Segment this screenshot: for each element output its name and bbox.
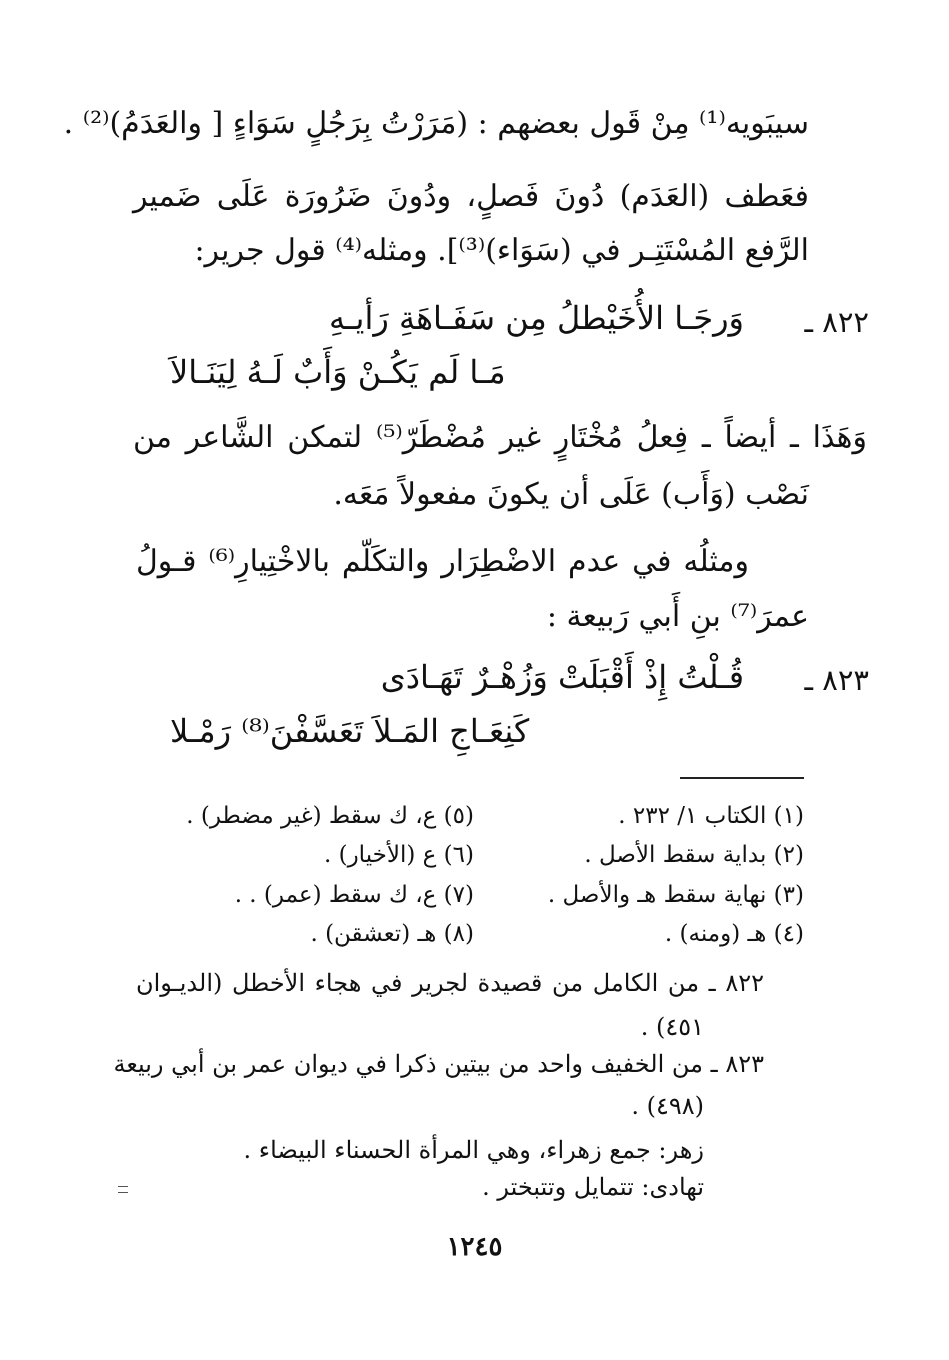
verse-hemistich: مَـا لَم يَكُـنْ وَأَبٌ لَـهُ لِيَنَـالاَ (170, 353, 506, 391)
body-line-6: ومثلُه في عدم الاضْطِرَار والتكَلّم بالاخْتِيارِ⁽⁶⁾ قـولُ (136, 544, 749, 579)
footnote: (٤) هـ (ومنه) . (664, 921, 804, 947)
commentary-822-continued: ٤٥١) . (640, 1013, 704, 1041)
verse-hemistich: قُـلْتُ إِذْ أَقْبَلَتْ وَزُهْـرٌ تَهَـادَى (380, 658, 744, 696)
gloss-tahada: تهادى: تتمايل وتتبختر . (482, 1173, 704, 1201)
footnote-separator (680, 777, 804, 779)
margin-mark (118, 1186, 128, 1193)
gloss-zahr: زهر: جمع زهراء، وهي المرأة الحسناء البيضاء . (243, 1136, 704, 1164)
body-line-2: فعَطف (العَدَم) دُونَ فَصلٍ، ودُونَ ضَرُورَة عَلَى ضَمير (133, 179, 809, 214)
commentary-823-continued: (٤٩٨) . (631, 1092, 704, 1120)
footnote: (٧) ع، ك سقط (عمر) . . (234, 882, 474, 908)
footnote: (٥) ع، ك سقط (غير مضطر) . (186, 803, 474, 829)
verse-hemistich: كَنِعَـاجِ المَـلاَ تَعَسَّفْنَ⁽⁸⁾ رَمْـلا (170, 712, 530, 750)
footnote: (٣) نهاية سقط هـ والأصل . (547, 882, 804, 908)
page-number: ١٢٤٥ (446, 1232, 503, 1262)
commentary-822: ٨٢٢ ـ من الكامل من قصيدة لجرير في هجاء الأخطل (الديـوان (136, 969, 765, 997)
footnote: (٢) بداية سقط الأصل . (584, 842, 804, 868)
footnote: (٦) ع (الأخيار) . (323, 842, 474, 868)
body-line-4: وَهَذَا ـ أيضاً ـ فِعلُ مُخْتَارٍ غير مُضْطَرّ⁽⁵⁾ لتمكن الشَّاعر من (133, 420, 867, 455)
body-line-1: سيبَويه⁽¹⁾ مِنْ قَول بعضهم : (مَرَرْتُ بِرَجُلٍ سَوَاءٍ [ والعَدَمُ)⁽²⁾ . (63, 106, 809, 141)
verse-number: ٨٢٣ ـ (804, 663, 869, 697)
body-line-5: نَصْب (وَأَب) عَلَى أن يكونَ مفعولاً مَعَه. (333, 477, 809, 512)
verse-hemistich: وَرجَـا الأُخَيْطلُ مِن سَفَـاهَةِ رَأيـهِ (329, 299, 744, 337)
body-line-7: عمرَ⁽⁷⁾ بنِ أَبي رَبيعة : (546, 599, 809, 634)
footnote: (٨) هـ (تعشقن) . (310, 921, 474, 947)
verse-number: ٨٢٢ ـ (804, 305, 869, 339)
footnote: (١) الكتاب ١/ ٢٣٢ . (618, 803, 804, 829)
commentary-823: ٨٢٣ ـ من الخفيف واحد من بيتين ذكرا في ديوان عمر بن أبي ربيعة (113, 1050, 764, 1078)
body-line-3: الرَّفع المُسْتَتِـر في (سَوَاء)⁽³⁾]. ومثله⁽⁴⁾ قول جرير: (194, 233, 809, 268)
